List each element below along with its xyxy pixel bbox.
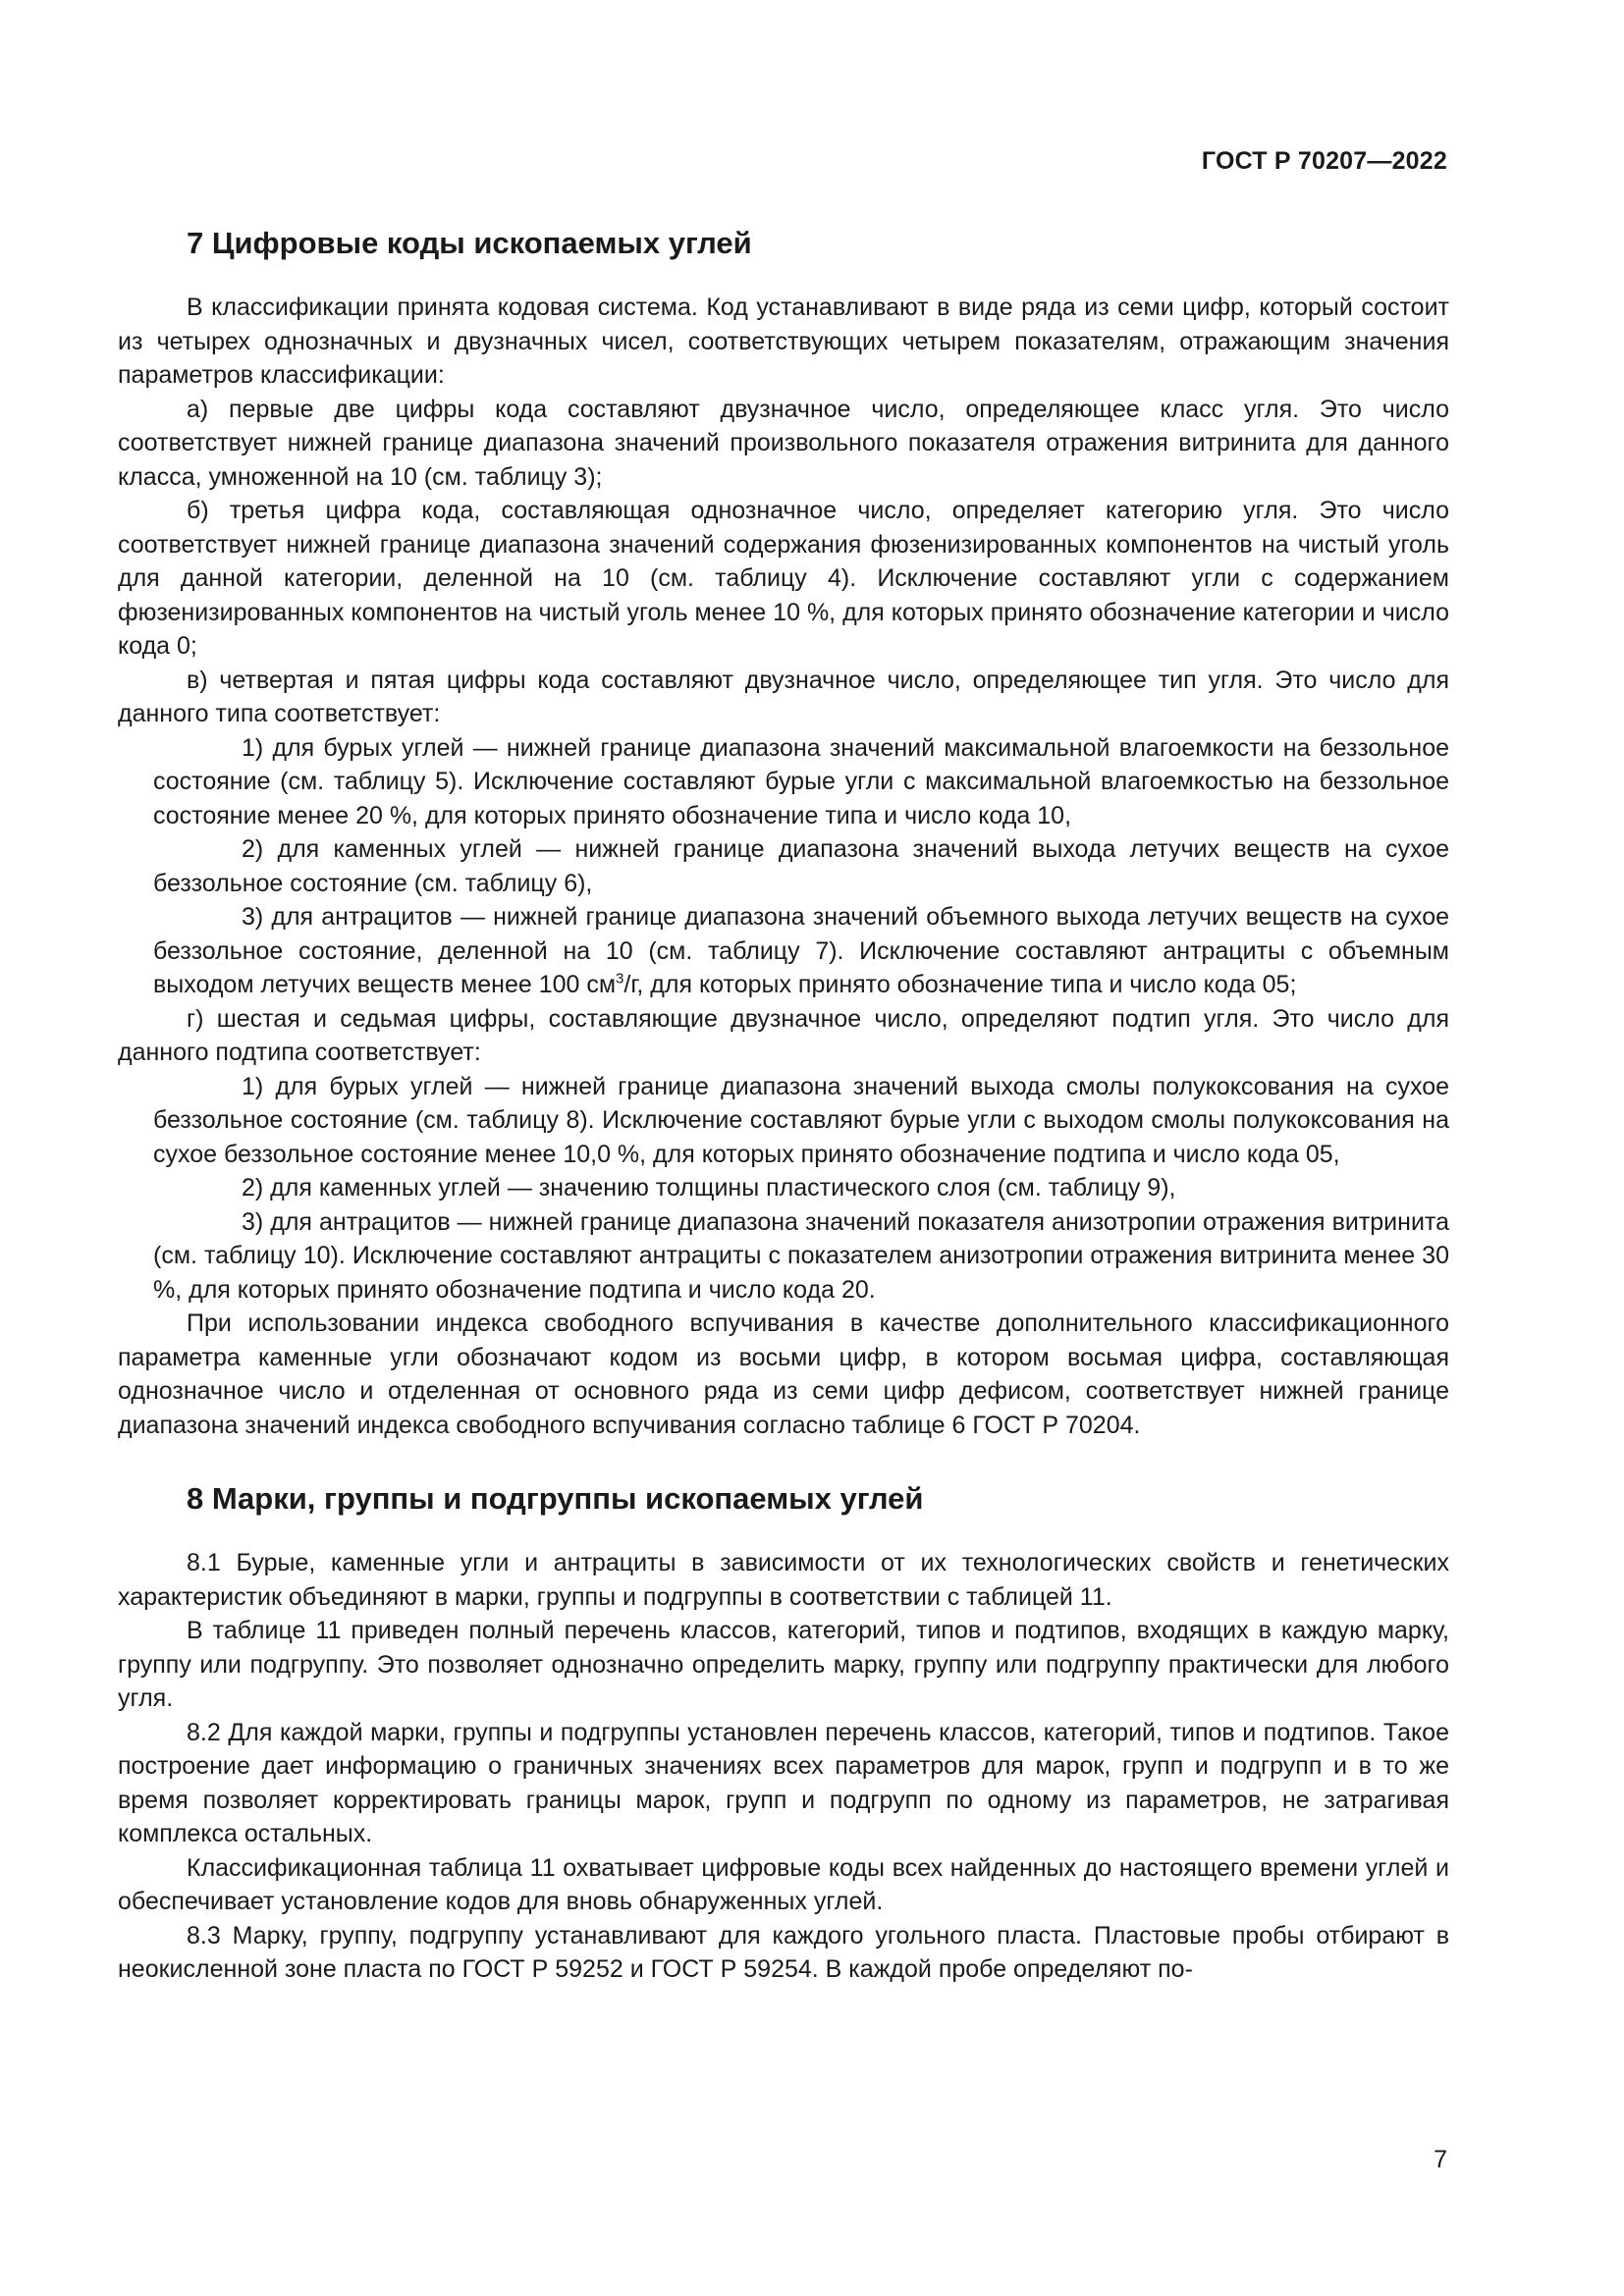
document-code: ГОСТ Р 70207—2022 [1201,147,1447,175]
list-item-v: в) четвертая и пятая цифры кода составляют двузначное число, определяющее тип угля. Это число для данного типа соответствует: [118,666,1449,727]
sub-item-v1: 1) для бурых углей — нижней границе диапазона значений максимальной влагоемкости на беззольное состояние (см. таблицу 5). Исключение составляют бурые угли с максимальной влагоемкостью на беззольное состояние менее 20 %, для которых принято обозначение типа и число кода 10, [153,733,1449,829]
page-number: 7 [1434,2146,1447,2173]
paragraph: При использовании индекса свободного вспучивания в качестве дополнительного классификационного параметра каменные угли обозначают кодом из восьми цифр, в котором восьмая цифра, составляющая однозначное число и отделенная от основного ряда из семи цифр дефисом, соответствует нижней границе диапазона значений индекса свободного вспучивания согласно таблице 6 ГОСТ Р 70204. [118,1309,1449,1439]
sub-item-g3: 3) для антрацитов — нижней границе диапазона значений показателя анизотропии отражения витринита (см. таблицу 10). Исключение составляют антрациты с показателем анизотропии отражения витринита менее 30 %, для которых принято обозначение подтипа и число кода 20. [153,1207,1449,1304]
sub-item-v3 [118,900,1449,1002]
section-7-heading: 7 Цифровые коды ископаемых углей [187,226,752,260]
paragraph: В таблице 11 приведен полный перечень классов, категорий, типов и подтипов, входящих в каждую марку, группу или подгруппу. Это позволяет однозначно определить марку, группу или подгруппу практически для любого угля. [118,1617,1449,1712]
sub-item-g2: 2) для каменных углей — значению толщины пластического слоя (см. таблицу 9), [242,1174,1176,1201]
list-item-a: а) первые две цифры кода составляют двузначное число, определяющее класс угля. Это число соответствует нижней границе диапазона значений произвольного показателя отражения витринита для данного класса, умноженной на 10 (см. таблицу 3); [118,395,1449,491]
superscript: 3 [616,970,624,988]
list-item-g: г) шестая и седьмая цифры, составляющие двузначное число, определяют подтип угля. Это число для данного подтипа соответствует: [118,1004,1449,1066]
paragraph-8-2: 8.2 Для каждой марки, группы и подгруппы установлен перечень классов, категорий, типов и подтипов. Такое построение дает информацию о граничных значениях всех параметров для марок, групп и подгрупп и в то же время позволяет корректировать границы марок, групп и подгрупп по одному из параметров, не затрагивая комплекса остальных. [118,1718,1449,1847]
section-8-heading: 8 Марки, группы и подгруппы ископаемых углей [187,1481,924,1516]
sub-item-v3-text-after: /г, для которых принято обозначение типа и число кода 05; [623,971,1297,998]
paragraph: Классификационная таблица 11 охватывает цифровые коды всех найденных до настоящего времени углей и обеспечивает установление кодов для вновь обнаруженных углей. [118,1853,1449,1915]
paragraph-8-3: 8.3 Марку, группу, подгруппу устанавливают для каждого угольного пласта. Пластовые пробы отбирают в неокисленной зоне пласта по ГОСТ Р 59252 и ГОСТ Р 59254. В каждой пробе определяют по- [118,1921,1449,1983]
page-content [118,224,1449,1987]
paragraph-8-1: 8.1 Бурые, каменные угли и антрациты в зависимости от их технологических свойств и генетических характеристик объединяют в марки, группы и подгруппы в соответствии с таблицей 11. [118,1549,1449,1611]
sub-item-v3-text-before: 3) для антрацитов — нижней границе диапазона значений объемного выхода летучих веществ на сухое беззольное состояние, деленной на 10 (см. таблицу 7). Исключение составляют антрациты с объемным выходом летучих веществ менее 100 см [153,903,1449,998]
sub-item-v2: 2) для каменных углей — нижней границе диапазона значений выхода летучих веществ на сухое беззольное состояние (см. таблицу 6), [153,835,1449,897]
paragraph: В классификации принята кодовая система. Код устанавливают в виде ряда из семи цифр, который состоит из четырех однозначных и двузначных чисел, соответствующих четырем показателям, отражающим значения параметров классификации: [118,294,1449,389]
sub-item-g1: 1) для бурых углей — нижней границе диапазона значений выхода смолы полукоксования на сухое беззольное состояние (см. таблицу 8). Исключение составляют бурые угли с выходом смолы полукоксования на сухое беззольное состояние менее 10,0 %, для которых принято обозначение подтипа и число кода 05, [153,1072,1449,1168]
list-item-b: б) третья цифра кода, составляющая однозначное число, определяет категорию угля. Это число соответствует нижней границе диапазона значений содержания фюзенизированных компонентов на чистый уголь для данной категории, деленной на 10 (см. таблицу 4). Исключение составляют угли с содержанием фюзенизированных компонентов на чистый уголь менее 10 %, для которых принято обозначение категории и число кода 0; [118,497,1449,660]
